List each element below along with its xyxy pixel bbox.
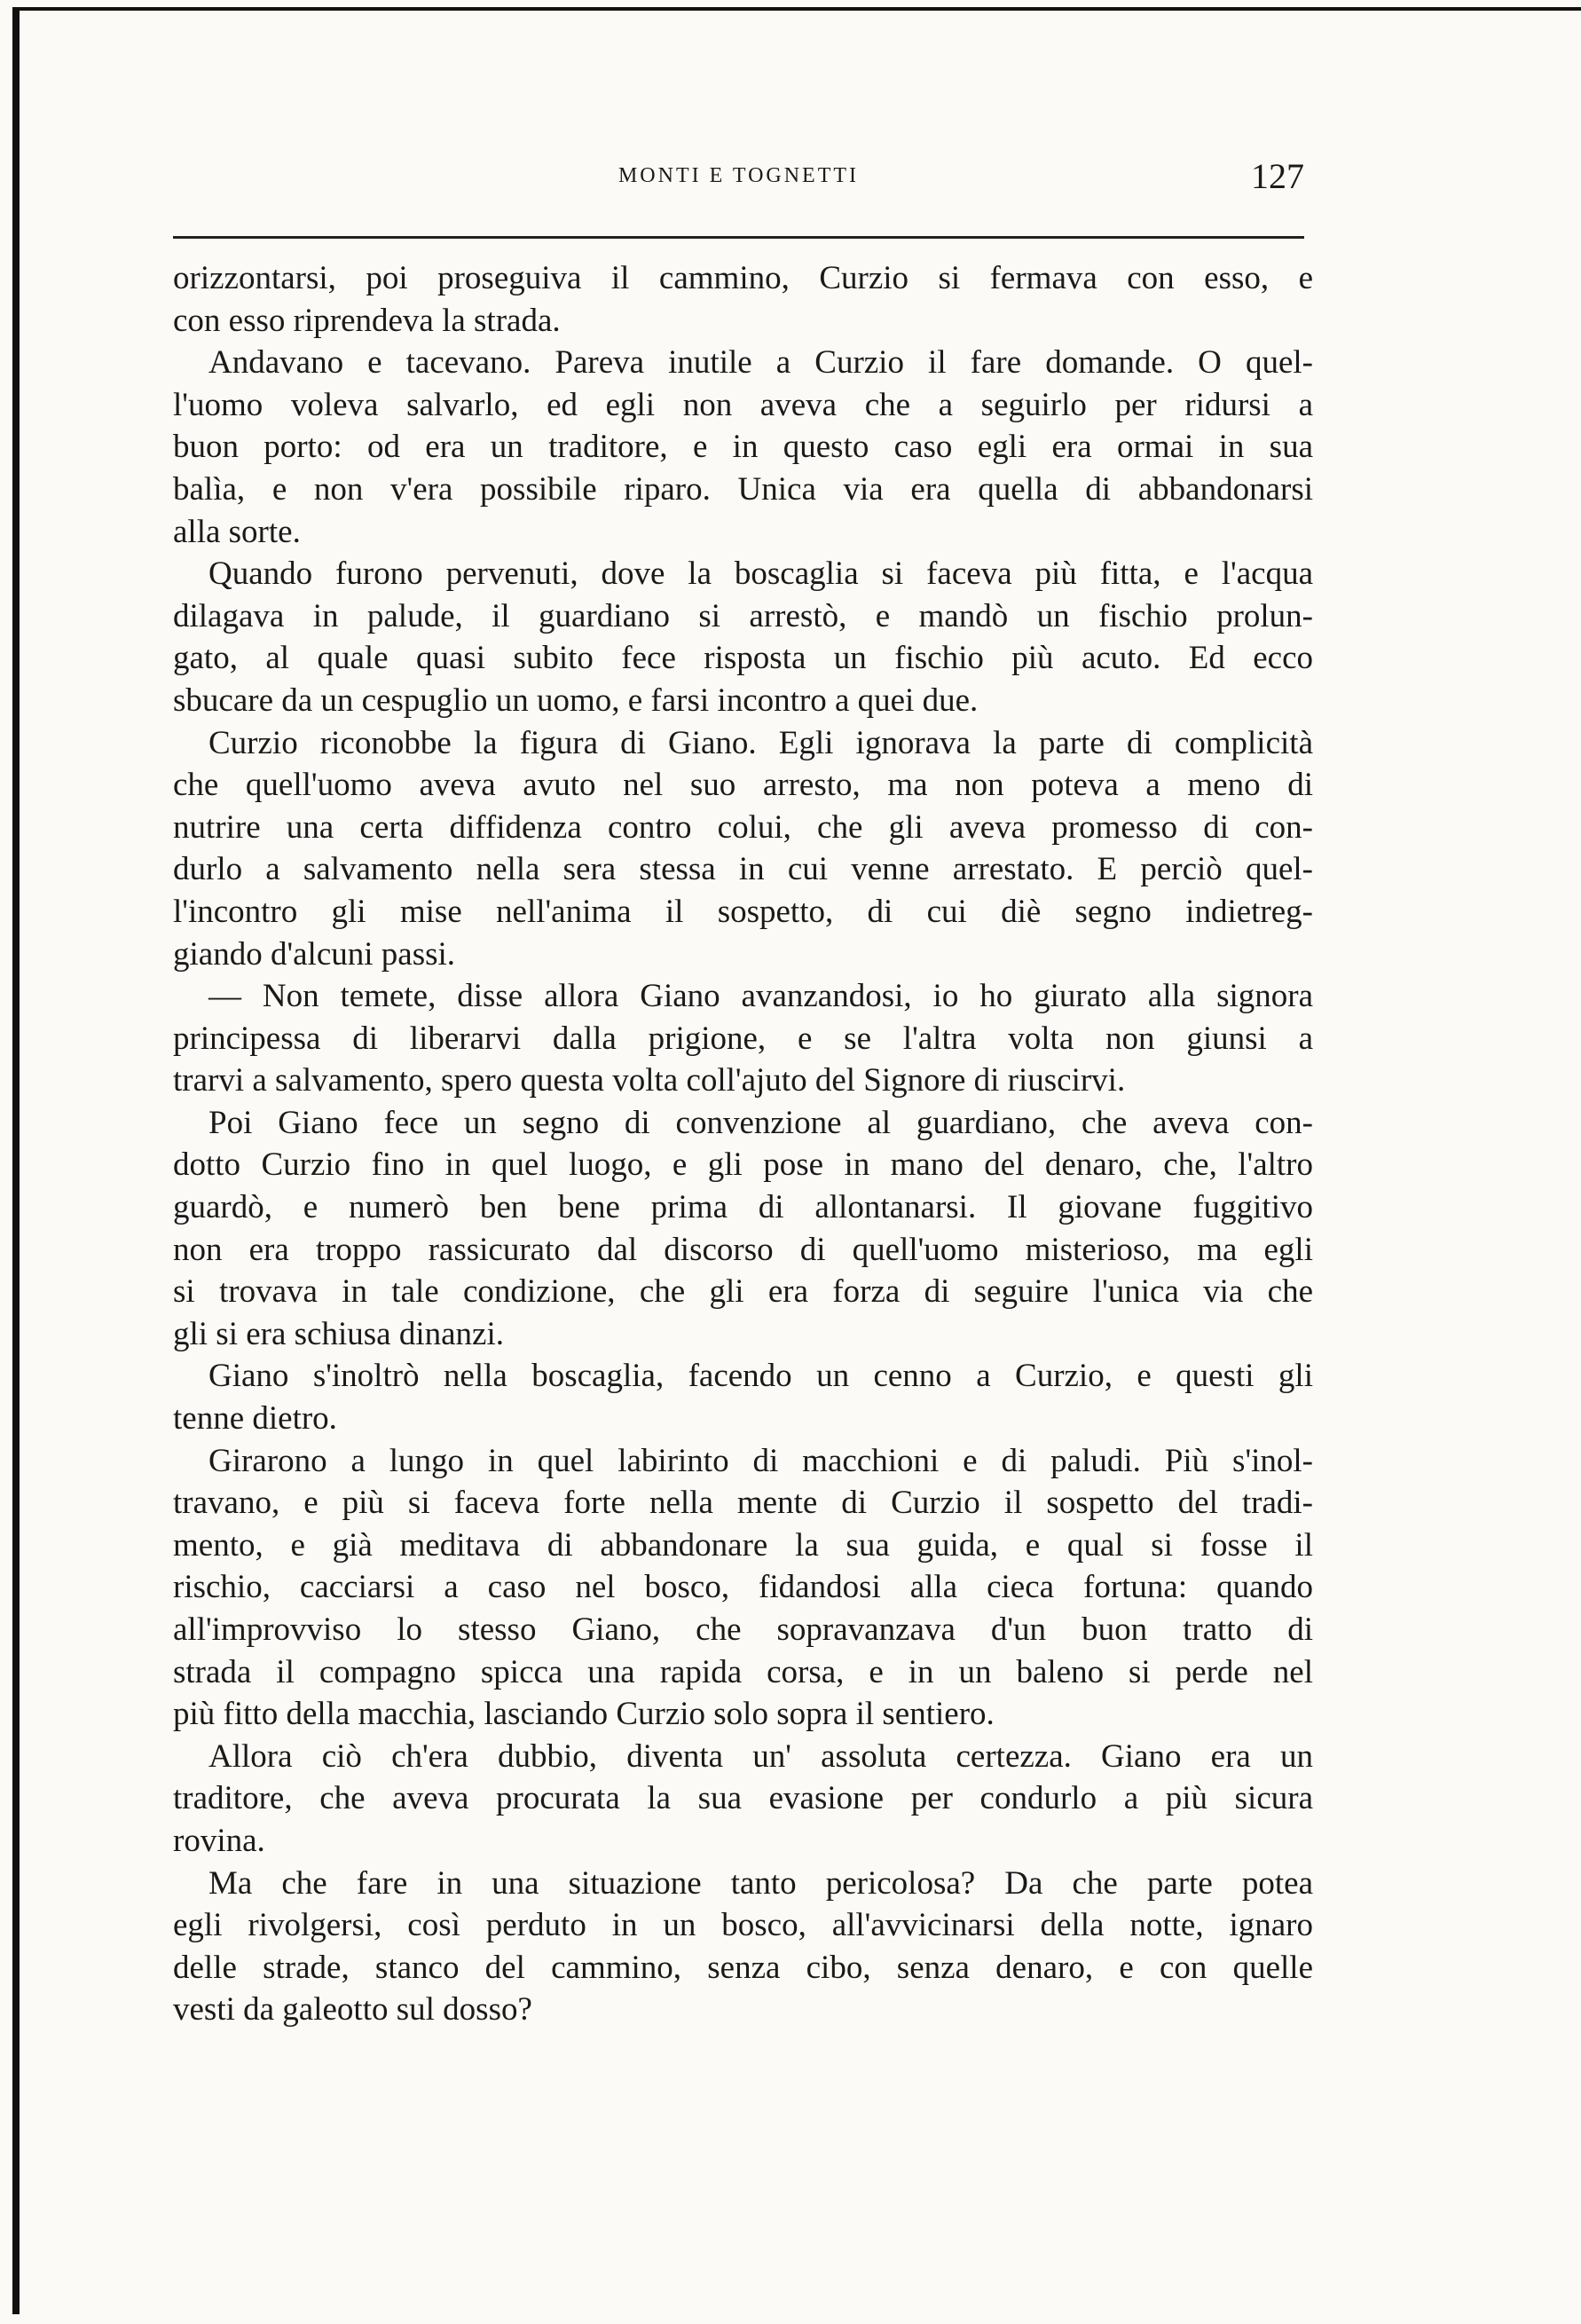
text-line: rovina. xyxy=(173,1822,265,1859)
text-line: Quando furono pervenuti, dove la boscaglia si faceva più fitta, e l'acqua xyxy=(208,555,1313,593)
text-line: orizzontarsi, poi proseguiva il cammino, Curzio si fermava con esso, e xyxy=(173,260,1313,296)
text-line: che quell'uomo aveva avuto nel suo arresto, ma non poteva a meno di xyxy=(173,767,1313,804)
text-line: delle strade, stanco del cammino, senza cibo, senza denaro, e con quelle xyxy=(173,1949,1313,1986)
text-line: Giano s'inoltrò nella boscaglia, facendo un cenno a Curzio, e questi gli xyxy=(208,1358,1313,1395)
text-line: Ma che fare in una situazione tanto pericolosa? Da che parte potea xyxy=(208,1864,1313,1902)
text-line: Girarono a lungo in quel labirinto di macchioni e di paludi. Più s'inol- xyxy=(208,1442,1313,1479)
text-line: dotto Curzio fino in quel luogo, e gli pose in mano del denaro, che, l'altro xyxy=(173,1146,1313,1184)
text-line: vesti da galeotto sul dosso? xyxy=(173,1991,532,2029)
text-line: giando d'alcuni passi. xyxy=(173,935,456,973)
text-line: balìa, e non v'era possibile riparo. Unica via era quella di abbandonarsi xyxy=(173,470,1313,508)
text-line: Poi Giano fece un segno di convenzione al guardiano, che aveva con- xyxy=(208,1104,1313,1141)
page-header xyxy=(173,155,1304,200)
text-line: rischio, cacciarsi a caso nel bosco, fidandosi alla cieca fortuna: quando xyxy=(173,1569,1313,1606)
text-line: — Non temete, disse allora Giano avanzandosi, io ho giurato alla signora xyxy=(208,978,1313,1015)
page-top-edge xyxy=(12,7,1581,11)
text-line: si trovava in tale condizione, che gli era forza di seguire l'unica via che xyxy=(173,1273,1313,1311)
body-text xyxy=(173,257,1313,2031)
text-line: più fitto della macchia, lasciando Curzio solo sopra il sentiero. xyxy=(173,1696,995,1733)
running-title: MONTI E TOGNETTI xyxy=(617,164,860,187)
text-line: con esso riprendeva la strada. xyxy=(173,302,561,339)
text-line: Allora ciò ch'era dubbio, diventa un' assoluta certezza. Giano era un xyxy=(208,1737,1313,1775)
text-line: alla sorte. xyxy=(173,513,301,550)
text-line: buon porto: od era un traditore, e in questo caso egli era ormai in sua xyxy=(173,429,1313,466)
text-line: non era troppo rassicurato dal discorso di quell'uomo misterioso, ma egli xyxy=(173,1231,1313,1268)
text-line: trarvi a salvamento, spero questa volta coll'ajuto del Signore di riuscirvi. xyxy=(173,1062,1126,1099)
header-rule xyxy=(173,236,1304,239)
text-line: gli si era schiusa dinanzi. xyxy=(173,1315,504,1352)
text-line: l'incontro gli mise nell'anima il sospetto, di cui diè segno indietreg- xyxy=(173,893,1313,930)
text-line: sbucare da un cespuglio un uomo, e farsi incontro a quei due. xyxy=(173,681,979,719)
text-line: durlo a salvamento nella sera stessa in cui venne arrestato. E perciò quel- xyxy=(173,851,1313,888)
text-line: traditore, che aveva procurata la sua evasione per condurlo a più sicura xyxy=(173,1780,1313,1817)
text-line: principessa di liberarvi dalla prigione, e se l'altra volta non giunsi a xyxy=(173,1020,1313,1057)
text-line: nutrire una certa diffidenza contro colui, che gli aveva promesso di con- xyxy=(173,808,1313,846)
text-line: strada il compagno spicca una rapida corsa, e in un baleno si perde nel xyxy=(173,1653,1313,1690)
text-line: tenne dietro. xyxy=(173,1400,337,1438)
text-line: egli rivolgersi, così perduto in un bosco, all'avvicinarsi della notte, ignaro xyxy=(173,1907,1313,1944)
text-line: travano, e più si faceva forte nella mente di Curzio il sospetto del tradi- xyxy=(173,1485,1313,1522)
page-left-edge xyxy=(12,7,20,2314)
text-line: guardò, e numerò ben bene prima di allontanarsi. Il giovane fuggitivo xyxy=(173,1189,1313,1226)
text-line: mento, e già meditava di abbandonare la sua guida, e qual si fosse il xyxy=(173,1526,1313,1564)
text-line: gato, al quale quasi subito fece risposta un fischio più acuto. Ed ecco xyxy=(173,640,1313,677)
page-number: 127 xyxy=(1251,156,1304,196)
text-line: dilagava in palude, il guardiano si arrestò, e mandò un fischio prolun- xyxy=(173,597,1313,634)
text-line: all'improvviso lo stesso Giano, che sopravanzava d'un buon tratto di xyxy=(173,1611,1313,1648)
text-line: Andavano e tacevano. Pareva inutile a Curzio il fare domande. O quel- xyxy=(208,344,1313,382)
text-line: l'uomo voleva salvarlo, ed egli non aveva che a seguirlo per ridursi a xyxy=(173,386,1313,423)
text-line: Curzio riconobbe la figura di Giano. Egli ignorava la parte di complicità xyxy=(208,724,1313,761)
